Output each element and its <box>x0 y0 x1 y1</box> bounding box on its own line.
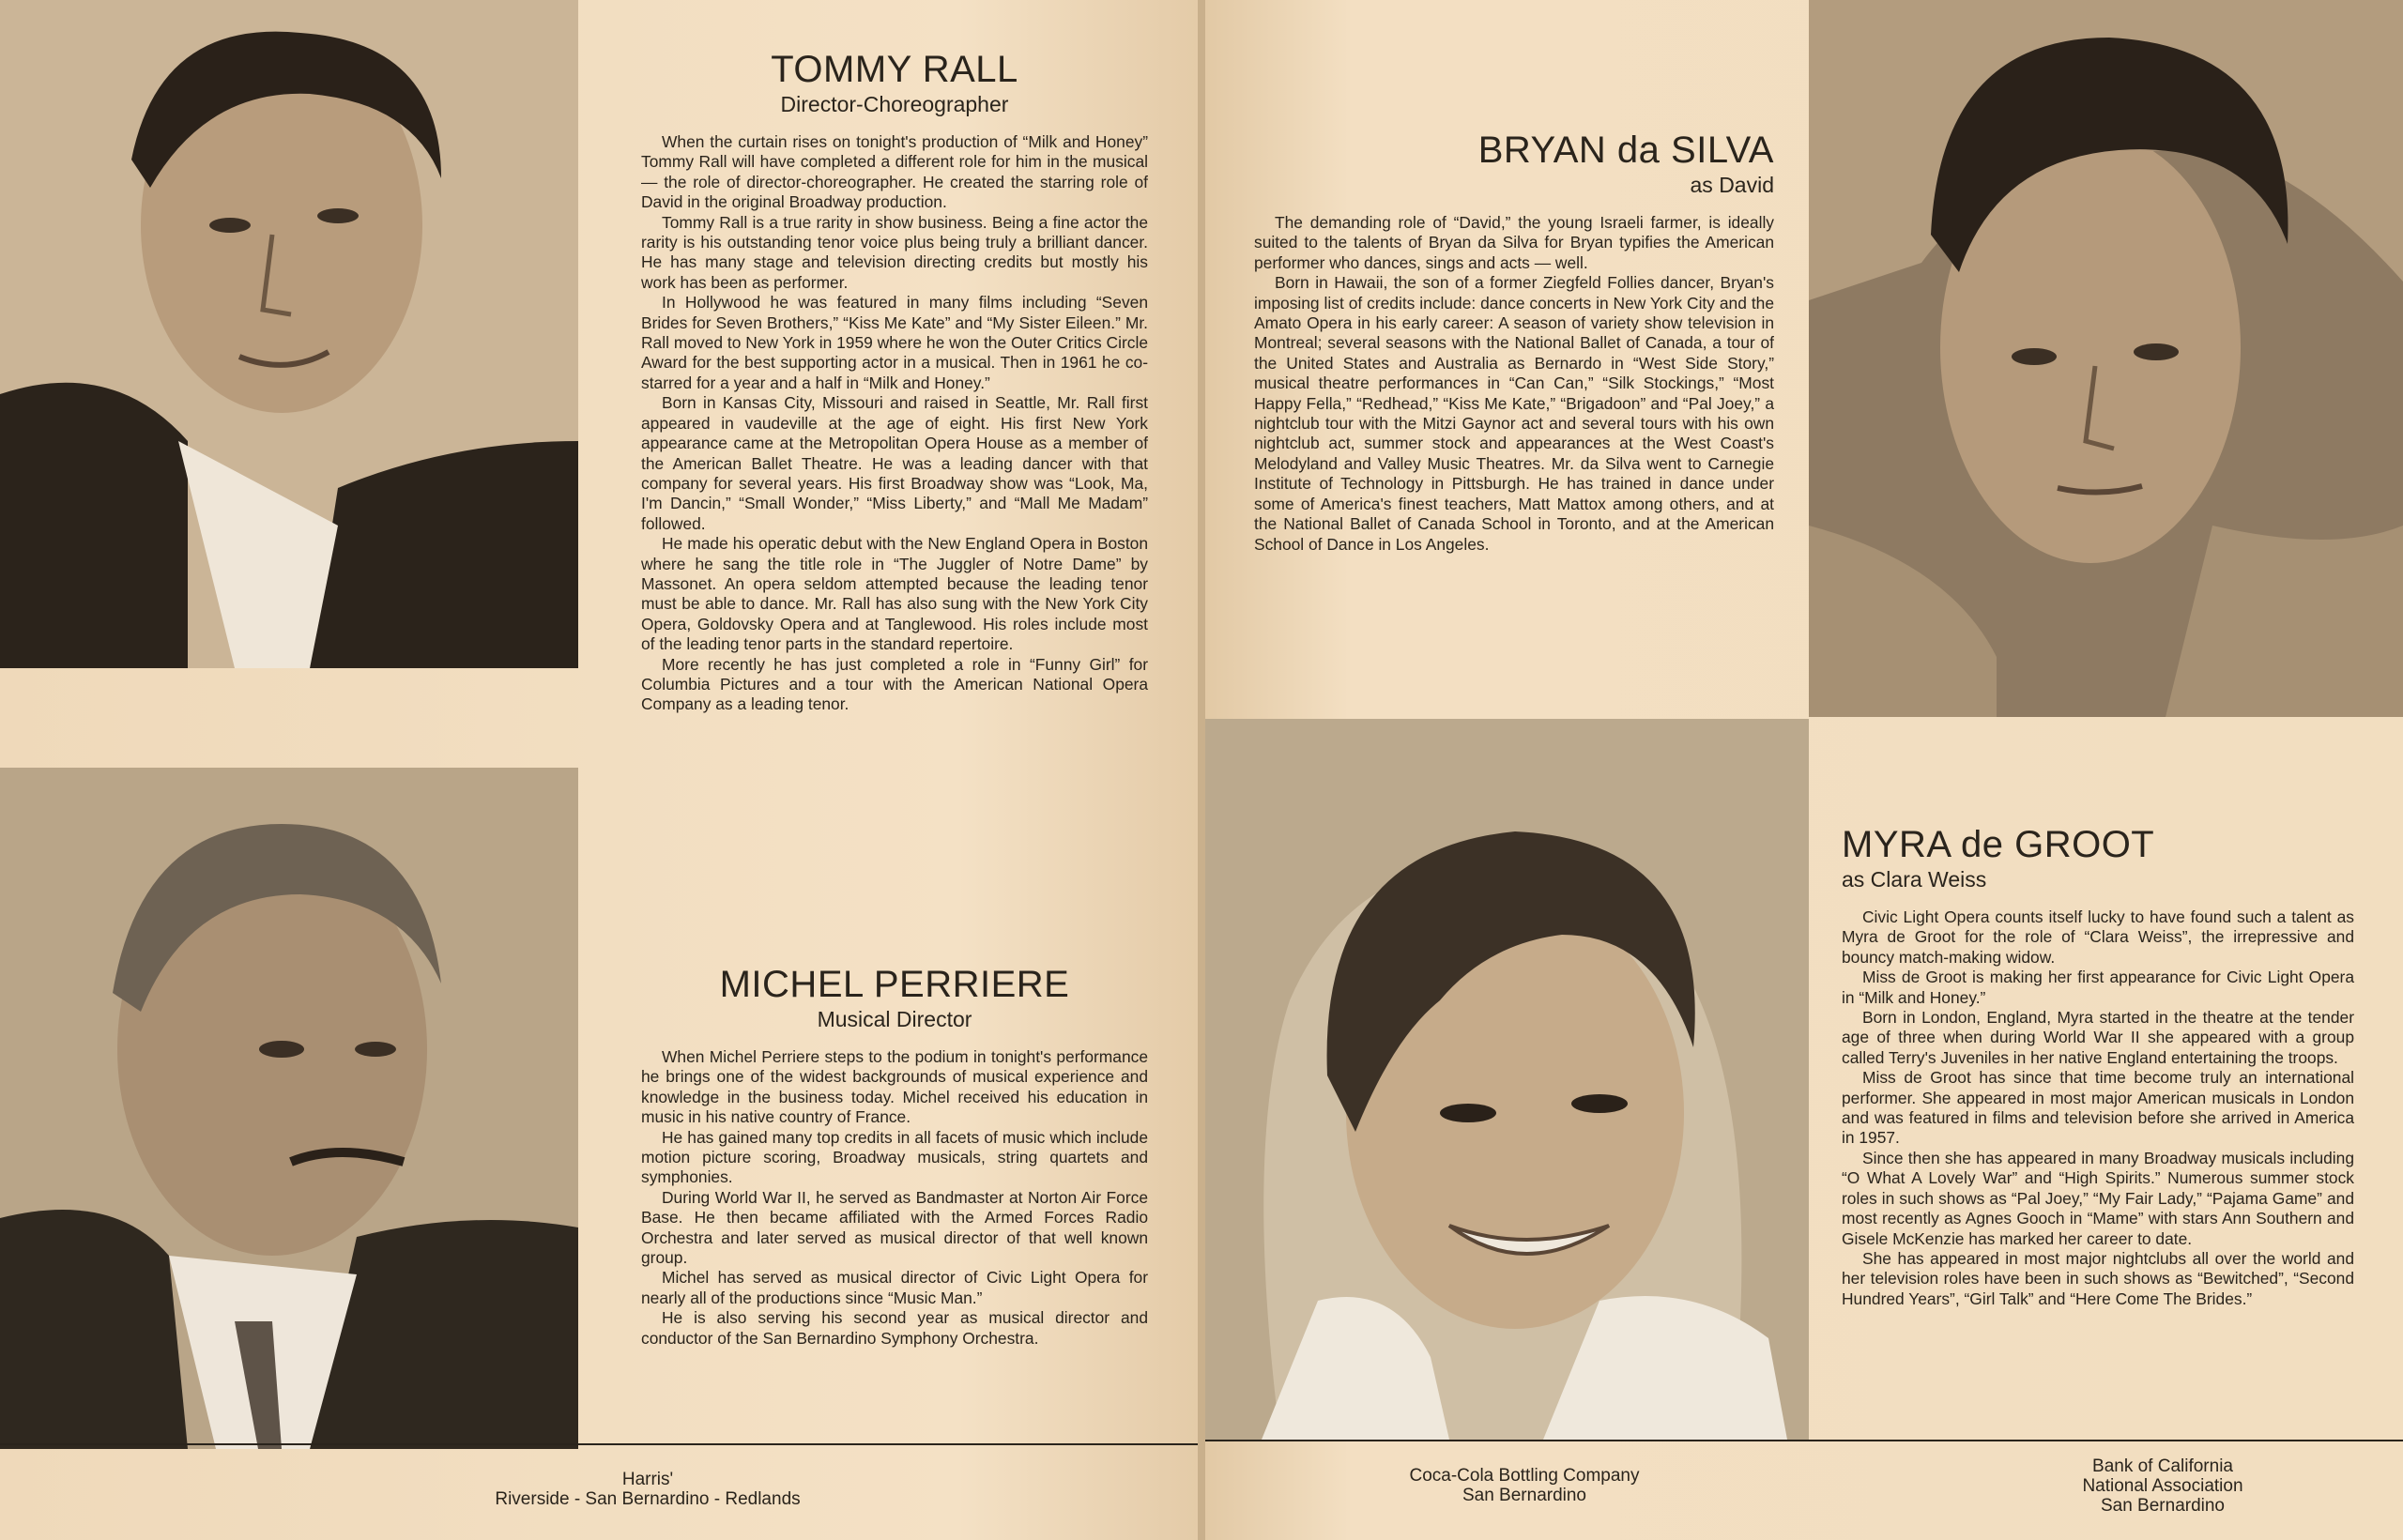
bryan-da-silva-bio <box>1254 130 1774 555</box>
paragraph: Tommy Rall is a true rarity in show business. Being a fine actor the rarity is his outstanding tenor voice plus being truly a brilliant dancer. He has many stage and television directing credits but mostly his work has been as performer. <box>641 212 1148 292</box>
paragraph: Miss de Groot is making her first appearance for Civic Light Opera in “Milk and Honey.” <box>1842 968 2354 1007</box>
paragraph: Civic Light Opera counts itself lucky to have found such a talent as Myra de Groot for the role of “Clara Weiss”, the irrepressive and bouncy match-making widow. <box>1842 907 2354 967</box>
sponsor-harris <box>413 1470 882 1509</box>
myra-de-groot-role: as Clara Weiss <box>1842 867 1987 892</box>
paragraph: When Michel Perriere steps to the podium in tonight's performance he brings one of the widest backgrounds of musical experience and knowledge in the business today. Michel received his education in music in his native country of France. <box>641 1047 1148 1127</box>
bryan-da-silva-text <box>1254 213 1774 555</box>
sponsor-line: Riverside - San Bernardino - Redlands <box>495 1489 801 1509</box>
sponsor-line: San Bernardino <box>1462 1486 1587 1505</box>
sponsor-line: San Bernardino <box>2100 1496 2226 1516</box>
bryan-da-silva-portrait <box>1809 0 2403 717</box>
paragraph: Born in Hawaii, the son of a former Ziegfeld Follies dancer, Bryan's imposing list of credits include: dance concerts in New York City and the Amato Opera in his early career: A season of variety show television in Montreal; several seasons with the National Ballet of Canada, a tour of the United States and Australia as Bernardo in “West Side Story,” musical theatre performances in “Can Can,” “Silk Stockings,” “Most Happy Fella,” “Redhead,” “Kiss Me Kate,” “Brigadoon” and “Pal Joey,” a nightclub tour with the Mitzi Gaynor act and several tours with his own nightclub act, summer stock and appearances at the West Coast's Melodyland and Valley Music Theatres. Mr. da Silva went to Carnegie Institute of Technology in Pittsburgh. He has trained in dance under some of America's finest teachers, Matt Mattox among others, and at the National Ballet of Canada School in Toronto, and at the American School of Dance in Los Angeles. <box>1254 273 1774 554</box>
tommy-rall-name: TOMMY RALL <box>771 49 1018 90</box>
paragraph: She has appeared in most major nightclubs all over the world and her television roles have been in such shows as “Bewitched”, “Second Hundred Years”, “Girl Talk” and “Here Come The Brides.” <box>1842 1248 2354 1308</box>
paragraph: He is also serving his second year as musical director and conductor of the San Bernardino Symphony Orchestra. <box>641 1308 1148 1348</box>
footer-rule-right <box>1205 1440 2403 1441</box>
michel-perriere-text <box>641 1047 1148 1349</box>
myra-de-groot-name: MYRA de GROOT <box>1842 824 2155 865</box>
right-page <box>1205 0 2403 1540</box>
sponsor-line: Bank of California <box>2092 1456 2233 1476</box>
paragraph: Born in London, England, Myra started in the theatre at the tender age of three when during World War II she appeared with a group called Terry's Juveniles in her native England entertaining the troops. <box>1842 1008 2354 1067</box>
bryan-da-silva-name: BRYAN da SILVA <box>1477 130 1774 171</box>
michel-perriere-bio <box>641 964 1148 1349</box>
sponsor-bank-of-california <box>1984 1456 2341 1516</box>
michel-perriere-portrait <box>0 768 578 1449</box>
paragraph: In Hollywood he was featured in many films including “Seven Brides for Seven Brothers,” “Kiss Me Kate” and “My Sister Eileen.” Mr. Rall moved to New York in 1959 where he won the Outer Critics Circle Award for the best supporting actor in a musical. Then in 1961 he co-starred for a year and a half in “Milk and Honey.” <box>641 293 1148 392</box>
sponsor-line: National Association <box>2082 1476 2243 1496</box>
paragraph: The demanding role of “David,” the young Israeli farmer, is ideally suited to the talents of Bryan da Silva for Bryan typifies the American performer who dances, sings and acts — well. <box>1254 213 1774 272</box>
paragraph: When the curtain rises on tonight's production of “Milk and Honey” Tommy Rall will have completed a different role for him in the musical — the role of director-choreographer. He created the starring role of David in the original Broadway production. <box>641 132 1148 212</box>
paragraph: Michel has served as musical director of Civic Light Opera for nearly all of the productions since “Music Man.” <box>641 1268 1148 1307</box>
footer-rule-left <box>0 1443 1198 1445</box>
myra-de-groot-text <box>1842 907 2354 1309</box>
paragraph: Since then she has appeared in many Broadway musicals including “O What A Lovely War” and “High Spirits.” Numerous summer stock roles in such shows as “Pal Joey,” “My Fair Lady,” “Pajama Game” and most recently as Agnes Gooch in “Mame” with stars Ann Southern and Gisele McKenzie has marked her career to date. <box>1842 1148 2354 1248</box>
myra-de-groot-portrait <box>1205 719 1809 1440</box>
page-gutter <box>1198 0 1205 1540</box>
paragraph: He made his operatic debut with the New England Opera in Boston where he sang the title role in “The Juggler of Notre Dame” by Massonet. An opera seldom attempted because the leading tenor must be able to dance. Mr. Rall has also sung with the New York City Opera, Goldovsky Opera and at Tanglewood. His roles include most of the leading tenor parts in the standard repertoire. <box>641 534 1148 654</box>
tommy-rall-text <box>641 132 1148 715</box>
paragraph: More recently he has just completed a role in “Funny Girl” for Columbia Pictures and a tour with the American National Opera Company as a leading tenor. <box>641 654 1148 714</box>
myra-de-groot-bio <box>1842 824 2354 1309</box>
paragraph: Miss de Groot has since that time become truly an international performer. She appeared in most major American musicals in London and was featured in films and television before she arrived in America in 1957. <box>1842 1068 2354 1148</box>
tommy-rall-portrait <box>0 0 578 668</box>
tommy-rall-bio <box>641 49 1148 715</box>
michel-perriere-role: Musical Director <box>817 1007 972 1031</box>
sponsor-line: Coca-Cola Bottling Company <box>1409 1466 1640 1486</box>
tommy-rall-role: Director-Choreographer <box>780 92 1009 116</box>
left-page <box>0 0 1198 1540</box>
sponsor-coca-cola <box>1337 1466 1712 1505</box>
bryan-da-silva-role: as David <box>1690 173 1774 197</box>
paragraph: During World War II, he served as Bandmaster at Norton Air Force Base. He then became affiliated with the Armed Forces Radio Orchestra and later served as musical director of that well known group. <box>641 1187 1148 1268</box>
sponsor-line: Harris' <box>621 1470 674 1489</box>
michel-perriere-name: MICHEL PERRIERE <box>719 964 1070 1005</box>
paragraph: Born in Kansas City, Missouri and raised in Seattle, Mr. Rall first appeared in vaudeville at the age of eight. His first New York appearance came at the Metropolitan Opera House as a member of the American Ballet Theatre. He was a leading dancer with that company for several years. His first Broadway show was “Look, Ma, I'm Dancin,” “Small Wonder,” “Miss Liberty,” and “Mall Me Madam” followed. <box>641 393 1148 533</box>
paragraph: He has gained many top credits in all facets of music which include motion picture scoring, Broadway musicals, string quartets and symphonies. <box>641 1127 1148 1187</box>
